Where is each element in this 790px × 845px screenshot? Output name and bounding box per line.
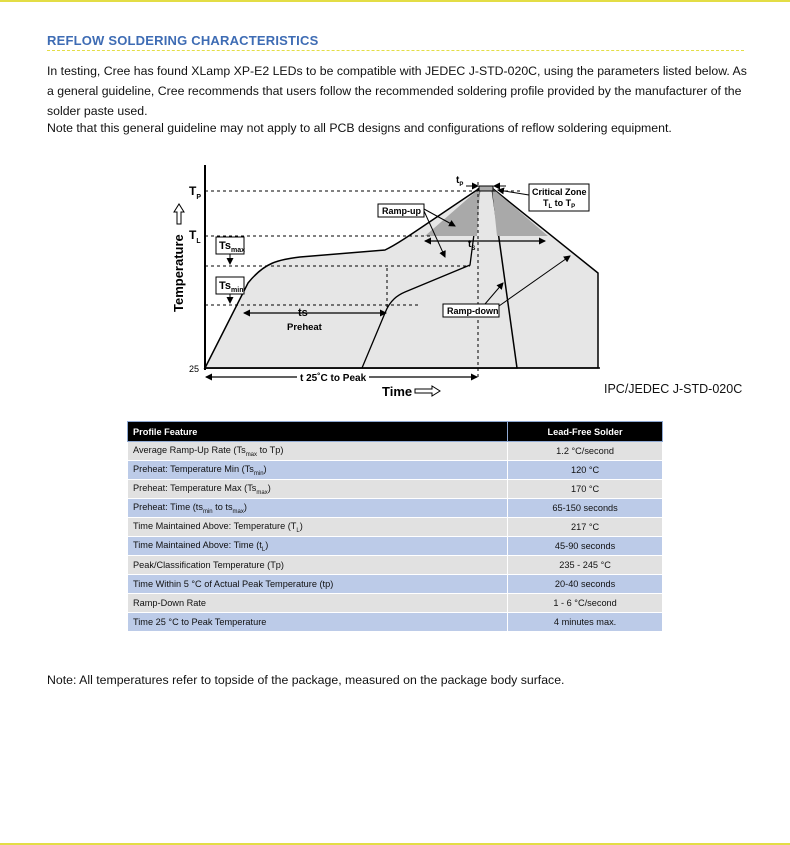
section-heading: REFLOW SOLDERING CHARACTERISTICS bbox=[47, 33, 319, 48]
value-cell: 4 minutes max. bbox=[508, 613, 663, 632]
intro-paragraph: In testing, Cree has found XLamp XP-E2 LEDs to be compatible with JEDEC J-STD-020C, using the parameters listed below. As a general guideline, Cree recommends that users follow the recommended soldering profile provided by the manufacturer of the solder paste used. bbox=[47, 64, 747, 118]
table-row bbox=[128, 613, 663, 632]
table-row bbox=[128, 442, 663, 461]
feature-subscript: max bbox=[232, 508, 244, 515]
feature-text: Preheat: Time (ts bbox=[133, 501, 203, 512]
value-cell: 20-40 seconds bbox=[508, 575, 663, 594]
tsmax-label: $Ts_{max}$ bbox=[219, 240, 246, 254]
guideline-note: Note that this general guideline may not apply to all PCB designs and configurations of reflow soldering equipment. bbox=[47, 121, 672, 135]
temperature-note: Note: All temperatures refer to topside of the package, measured on the package body surface. bbox=[47, 673, 565, 687]
feature-cell bbox=[128, 594, 508, 613]
tsmin-label: $Ts_{min}$ bbox=[219, 280, 244, 294]
table-row bbox=[128, 537, 663, 556]
feature-text: to Tp) bbox=[257, 444, 284, 455]
y-axis-label: Temperature bbox=[171, 234, 186, 312]
value-cell: 217 °C bbox=[508, 518, 663, 537]
feature-subscript: L bbox=[261, 546, 266, 553]
standard-label: IPC/JEDEC J-STD-020C bbox=[604, 382, 743, 396]
feature-text: ) bbox=[299, 520, 303, 531]
x-axis-arrow-icon bbox=[415, 386, 440, 396]
feature-text: Time Maintained Above: Temperature (T bbox=[133, 520, 297, 531]
feature-text: ) bbox=[267, 482, 271, 493]
feature-cell bbox=[128, 499, 508, 518]
feature-subscript: min bbox=[202, 508, 213, 515]
feature-cell bbox=[128, 480, 508, 499]
feature-cell bbox=[128, 537, 508, 556]
feature-text: ) bbox=[265, 539, 269, 550]
value-cell: 235 - 245 °C bbox=[508, 556, 663, 575]
feature-text: Preheat: Temperature Max (Ts bbox=[133, 482, 257, 493]
table-row bbox=[128, 556, 663, 575]
feature-cell bbox=[128, 575, 508, 594]
t25-label: 25 bbox=[189, 364, 200, 374]
t25-peak-label: t 25˚C to Peak bbox=[300, 373, 367, 384]
preheat-ts-label: ts bbox=[298, 307, 308, 319]
feature-text: ) bbox=[243, 501, 247, 512]
x-axis-label: Time bbox=[382, 384, 413, 399]
feature-text: Preheat: Temperature Min (Ts bbox=[133, 463, 254, 474]
top-accent-rule bbox=[0, 0, 790, 2]
table-row bbox=[128, 480, 663, 499]
feature-text: Average Ramp-Up Rate (Ts bbox=[133, 444, 246, 455]
reflow-profile-table bbox=[127, 421, 663, 632]
feature-cell bbox=[128, 442, 508, 461]
feature-text: to ts bbox=[212, 501, 233, 512]
ts-label: $t_S$ bbox=[468, 239, 476, 252]
ramp-down-label: Ramp-down bbox=[447, 306, 499, 316]
table-body bbox=[128, 442, 663, 632]
feature-text: Peak/Classification Temperature (Tp) bbox=[133, 560, 284, 570]
table-header-row bbox=[128, 422, 663, 442]
critical-zone-title: Critical Zone bbox=[532, 187, 587, 197]
feature-text: ) bbox=[263, 463, 267, 474]
value-cell: 1.2 °C/second bbox=[508, 442, 663, 461]
ramp-up-label: Ramp-up bbox=[382, 206, 421, 216]
reflow-profile-diagram bbox=[0, 150, 790, 410]
table-row bbox=[128, 518, 663, 537]
table-row bbox=[128, 461, 663, 480]
preheat-label: Preheat bbox=[287, 322, 322, 333]
tp-top-label: $t_P$ bbox=[456, 175, 464, 188]
value-cell: 170 °C bbox=[508, 480, 663, 499]
table-row bbox=[128, 594, 663, 613]
feature-subscript: L bbox=[296, 527, 300, 534]
table-row bbox=[128, 499, 663, 518]
feature-subscript: min bbox=[253, 470, 264, 477]
peak-cap bbox=[479, 186, 493, 191]
feature-text: Time Maintained Above: Time (t bbox=[133, 539, 262, 550]
feature-cell bbox=[128, 613, 508, 632]
feature-text: Time 25 °C to Peak Temperature bbox=[133, 617, 267, 627]
feature-cell bbox=[128, 518, 508, 537]
feature-text: Ramp-Down Rate bbox=[133, 598, 207, 608]
feature-subscript: max bbox=[256, 489, 268, 496]
table-row bbox=[128, 575, 663, 594]
value-cell: 65-150 seconds bbox=[508, 499, 663, 518]
critical-zone-range: $T_L$ to $T_P$ bbox=[543, 198, 576, 210]
feature-cell bbox=[128, 556, 508, 575]
value-cell: 1 - 6 °C/second bbox=[508, 594, 663, 613]
y-axis-arrow-icon bbox=[174, 204, 184, 224]
header-lead-free-solder: Lead-Free Solder bbox=[508, 422, 663, 442]
value-cell: 45-90 seconds bbox=[508, 537, 663, 556]
feature-subscript: max bbox=[245, 451, 258, 458]
tl-label: $T_L$ bbox=[189, 228, 201, 245]
header-profile-feature: Profile Feature bbox=[128, 422, 508, 442]
value-cell: 120 °C bbox=[508, 461, 663, 480]
tp-label: $T_P$ bbox=[189, 184, 202, 201]
heading-divider bbox=[47, 50, 744, 51]
feature-cell bbox=[128, 461, 508, 480]
feature-text: Time Within 5 °C of Actual Peak Temperature (tp) bbox=[133, 579, 334, 589]
